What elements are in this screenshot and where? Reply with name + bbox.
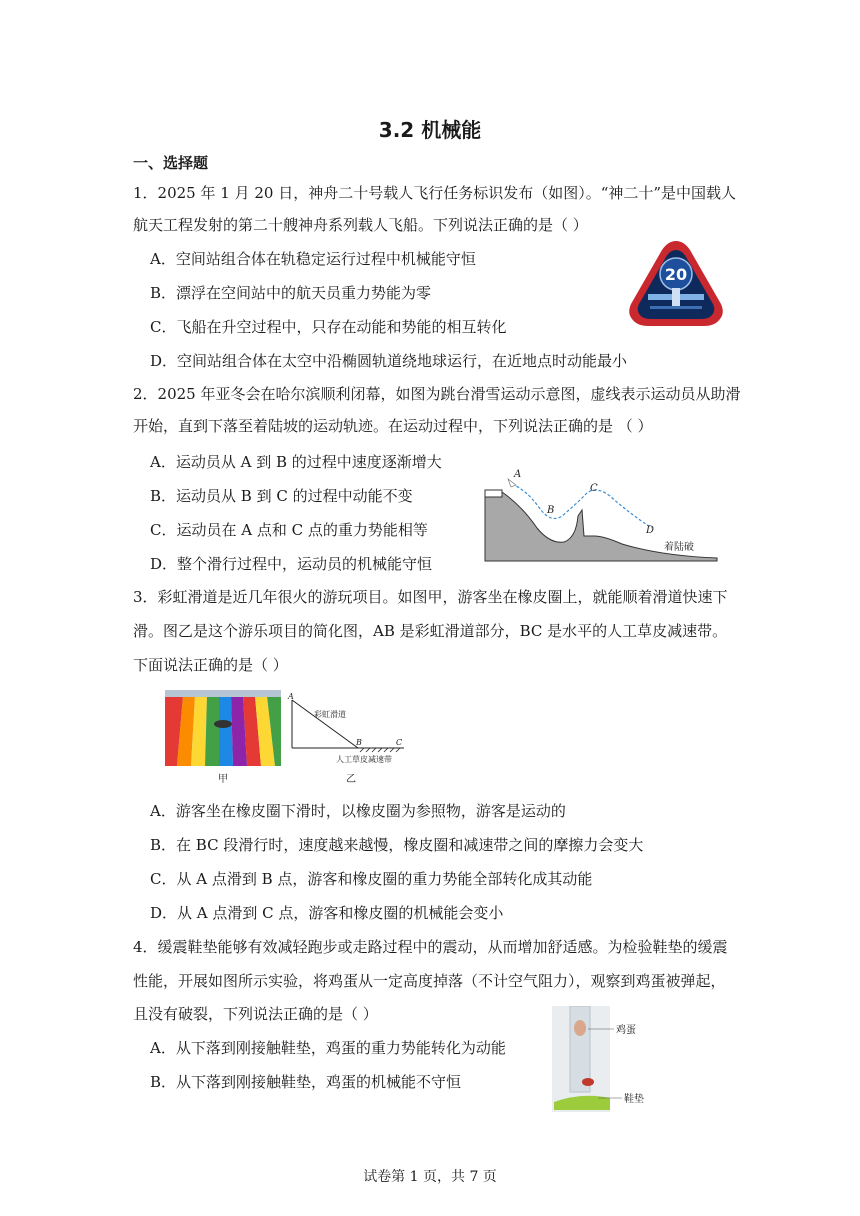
slide-simplified-diagram [286, 690, 422, 768]
q1-option-c: C．飞船在升空过程中，只存在动能和势能的相互转化 [150, 318, 507, 336]
figure-jia-caption: 甲 [218, 774, 228, 785]
egg-label: 鸡蛋 [616, 1025, 636, 1036]
rainbow-slide-photo [165, 690, 281, 766]
tube-rider-icon [214, 720, 232, 728]
q2-option-c: C．运动员在 A 点和 C 点的重力势能相等 [150, 521, 428, 539]
ski-label-b: B [547, 505, 555, 516]
q4-option-b: B．从下落到刚接触鞋垫，鸡蛋的机械能不守恒 [150, 1073, 462, 1091]
q3-option-a: A．游客坐在橡皮圈下滑时，以橡皮圈为参照物，游客是运动的 [150, 802, 566, 820]
q1-option-a: A．空间站组合体在轨稳定运行过程中机械能守恒 [150, 250, 476, 268]
q1-stem-line2: 航天工程发射的第二十艘神舟系列载人飞船。下列说法正确的是（ ） [133, 216, 588, 234]
q3-stem-line3: 下面说法正确的是（ ） [133, 656, 288, 674]
page-title: 3.2 机械能 [378, 118, 482, 142]
rainbow-slide-label: 彩虹滑道 [314, 710, 346, 719]
q2-option-a: A．运动员从 A 到 B 的过程中速度逐渐增大 [150, 453, 442, 471]
page-footer: 试卷第 1 页，共 7 页 [363, 1169, 497, 1185]
ski-jump-diagram [482, 466, 720, 564]
q2-stem-line1: 2．2025 年亚冬会在哈尔滨顺利闭幕，如图为跳台滑雪运动示意图，虚线表示运动员从助滑 [133, 385, 741, 403]
slide-label-b: B [356, 738, 362, 747]
q4-stem-line2: 性能，开展如图所示实验，将鸡蛋从一定高度掉落（不计空气阻力），观察到鸡蛋被弹起， [133, 972, 726, 990]
egg-icon [574, 1020, 586, 1036]
q4-stem-line3: 且没有破裂，下列说法正确的是（ ） [133, 1005, 378, 1023]
slide-label-c: C [396, 738, 403, 747]
q1-stem-line1: 1．2025 年 1 月 20 日，神舟二十号载人飞行任务标识发布（如图）。“神二十”是中国载人 [133, 184, 737, 202]
q3-option-b: B．在 BC 段滑行时，速度越来越慢，橡皮圈和减速带之间的摩擦力会变大 [150, 836, 644, 854]
ski-label-a: A [514, 469, 522, 480]
ski-label-c: C [590, 483, 598, 494]
ski-label-d: D [646, 525, 655, 536]
q1-option-b: B．漂浮在空间站中的航天员重力势能为零 [150, 284, 432, 302]
skier-icon [508, 479, 516, 487]
insole-label: 鞋垫 [624, 1094, 644, 1105]
q3-stem-line1: 3．彩虹滑道是近几年很火的游玩项目。如图甲，游客坐在橡皮圈上，就能顺着滑道快速下 [133, 588, 728, 606]
section-title: 一、选择题 [133, 154, 209, 172]
q4-option-a: A．从下落到刚接触鞋垫，鸡蛋的重力势能转化为动能 [150, 1039, 506, 1057]
q3-option-c: C．从 A 点滑到 B 点，游客和橡皮圈的重力势能全部转化成其动能 [150, 870, 593, 888]
q3-option-d: D．从 A 点滑到 C 点，游客和橡皮圈的机械能会变小 [150, 904, 504, 922]
egg-drop-photo [552, 1006, 662, 1112]
landing-slope-label: 着陆破 [664, 542, 694, 553]
shenzhou-mission-logo [626, 238, 726, 330]
grass-belt-label: 人工草皮减速带 [336, 755, 392, 764]
q2-stem-line2: 开始，直到下落至着陆坡的运动轨迹。在运动过程中，下列说法正确的是 （ ） [133, 417, 653, 435]
q1-option-d: D．空间站组合体在太空中沿椭圆轨道绕地球运行，在近地点时动能最小 [150, 352, 628, 370]
q2-option-d: D．整个滑行过程中，运动员的机械能守恒 [150, 555, 433, 573]
logo-number: 20 [664, 265, 688, 284]
figure-yi-caption: 乙 [346, 774, 356, 785]
q3-stem-line2: 滑。图乙是这个游乐项目的简化图，AB 是彩虹滑道部分，BC 是水平的人工草皮减速带。 [133, 622, 728, 640]
slide-label-a: A [288, 692, 294, 701]
q2-option-b: B．运动员从 B 到 C 的过程中动能不变 [150, 487, 413, 505]
q4-stem-line1: 4．缓震鞋垫能够有效减轻跑步或走路过程中的震动，从而增加舒适感。为检验鞋垫的缓震 [133, 938, 728, 956]
